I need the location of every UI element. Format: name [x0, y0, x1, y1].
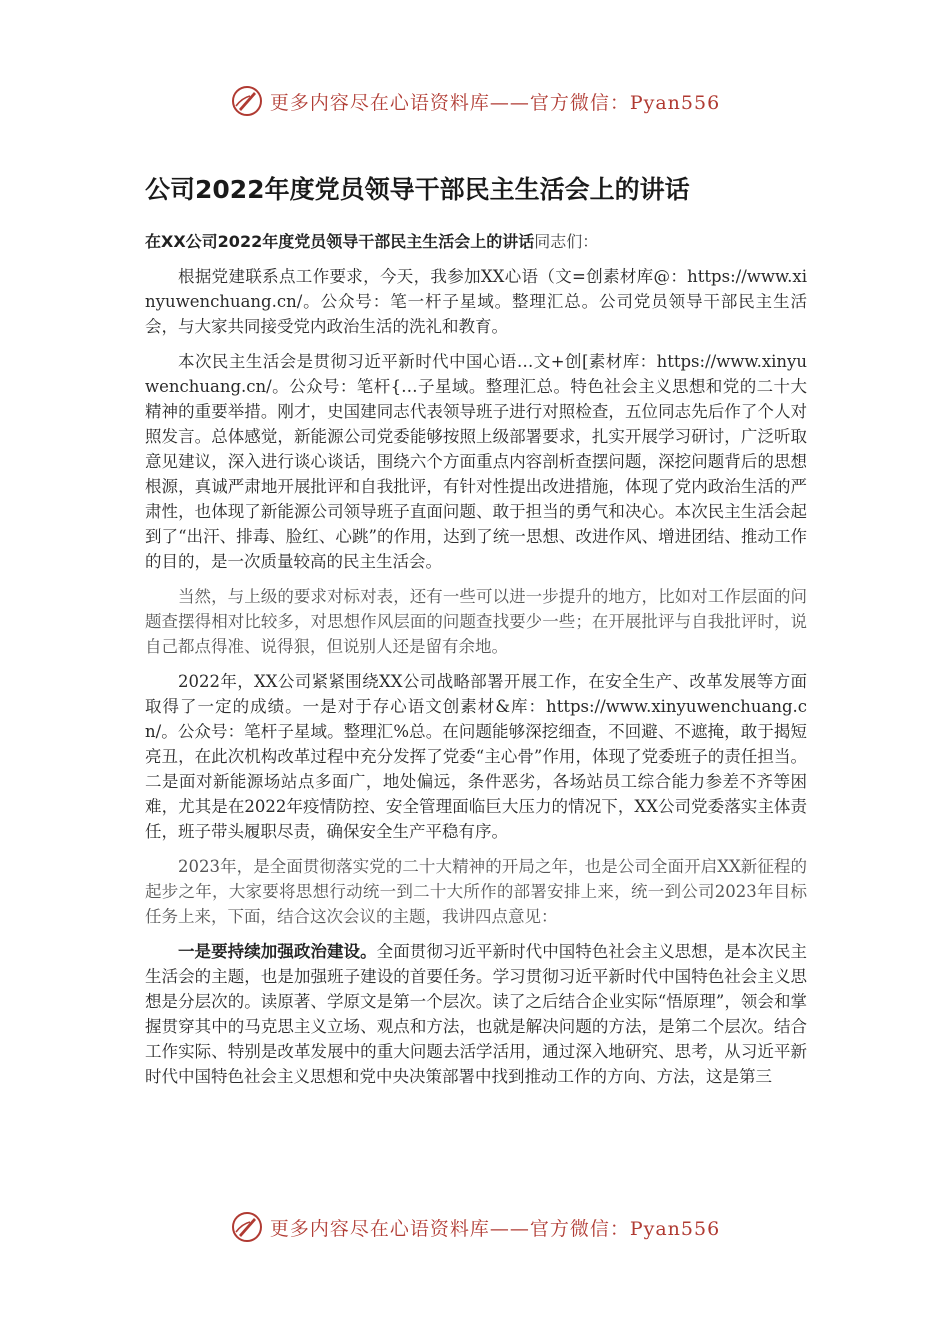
lead-bold-text: 在XX公司2022年度党员领导干部民主生活会上的讲话	[145, 232, 535, 251]
banner-text: 更多内容尽在心语资料库——官方微信：Pyan556	[269, 91, 721, 114]
quill-pen-logo-icon	[230, 84, 264, 118]
header-banner	[0, 84, 950, 118]
paragraph-5: 2023年，是全面贯彻落实党的二十大精神的开局之年，也是公司全面开启XX新征程的起步之年，大家要将思想行动统一到二十大所作的部署安排上来，统一到公司2023年目标任务上来，下面，结合这次会议的主题，我讲四点意见：	[145, 857, 807, 926]
paragraph-4: 2022年，XX公司紧紧围绕XX公司战略部署开展工作，在安全生产、改革发展等方面取得了一定的成绩。一是对于存心语文创素材&库：https://www.xinyuwenchuang.cn/。公众号：笔杆子星域。整理汇%总。在问题能够深挖细查，不回避、不遮掩，敢于揭短亮丑，在此次机构改革过程中充分发挥了党委“主心骨”作用，体现了党委班子的责任担当。二是面对新能源场站点多面广，地处偏远，条件恶劣，各场站员工综合能力参差不齐等困难，尤其是在2022年疫情防控、安全管理面临巨大压力的情况下，XX公司党委落实主体责任，班子带头履职尽责，确保安全生产平稳有序。	[145, 672, 807, 841]
footer-banner	[0, 1210, 950, 1244]
salutation-text: 同志们：	[534, 232, 599, 251]
banner-text: 更多内容尽在心语资料库——官方微信：Pyan556	[269, 1217, 721, 1240]
paragraph-2: 本次民主生活会是贯彻习近平新时代中国心语…文+创[素材库：https://www.xinyuwenchuang.cn/。公众号：笔杆{…子星域。整理汇总。特色社会主义思想和党的二十大精神的重要举措。刚才，史国建同志代表领导班子进行对照检查，五位同志先后作了个人对照发言。总体感觉，新能源公司党委能够按照上级部署要求，扎实开展学习研讨，广泛听取意见建议，深入进行谈心谈话，围绕六个方面重点内容剖析查摆问题，深挖问题背后的思想根源，真诚严肃地开展批评和自我批评，有针对性提出改进措施，体现了党内政治生活的严肃性，也体现了新能源公司领导班子直面问题、敢于担当的勇气和决心。本次民主生活会起到了“出汗、排毒、脸红、心跳”的作用，达到了统一思想、改进作风、增进团结、推动工作的目的，是一次质量较高的民主生活会。	[145, 352, 807, 571]
page-title: 公司2022年度党员领导干部民主生活会上的讲话	[145, 175, 690, 204]
document-body	[145, 170, 807, 1099]
paragraph-6	[145, 939, 807, 1089]
point-one-heading: 一是要持续加强政治建设。	[178, 942, 377, 961]
paragraph-1: 根据党建联系点工作要求，今天，我参加XX心语（文=创素材库@：https://www.xinyuwenchuang.cn/。公众号：笔一杆子星域。整理汇总。公司党员领导干部民主生活会，与大家共同接受党内政治生活的洗礼和教育。	[145, 267, 807, 336]
quill-pen-logo-icon	[230, 1210, 264, 1244]
point-one-body: 全面贯彻习近平新时代中国特色社会主义思想，是本次民主生活会的主题，也是加强班子建设的首要任务。学习贯彻习近平新时代中国特色社会主义思想是分层次的。读原著、学原文是第一个层次。读了之后结合企业实际“悟原理”，领会和掌握贯穿其中的马克思主义立场、观点和方法，也就是解决问题的方法，是第二个层次。结合工作实际、特别是改革发展中的重大问题去活学活用，通过深入地研究、思考，从习近平新时代中国特色社会主义思想和党中央决策部署中找到推动工作的方向、方法，这是第三	[145, 942, 808, 1086]
paragraph-3: 当然，与上级的要求对标对表，还有一些可以进一步提升的地方，比如对工作层面的问题查摆得相对比较多，对思想作风层面的问题查找要少一些；在开展批评与自我批评时，说自己都点得准、说得狠，但说别人还是留有余地。	[145, 587, 807, 656]
lead-line	[145, 230, 807, 254]
